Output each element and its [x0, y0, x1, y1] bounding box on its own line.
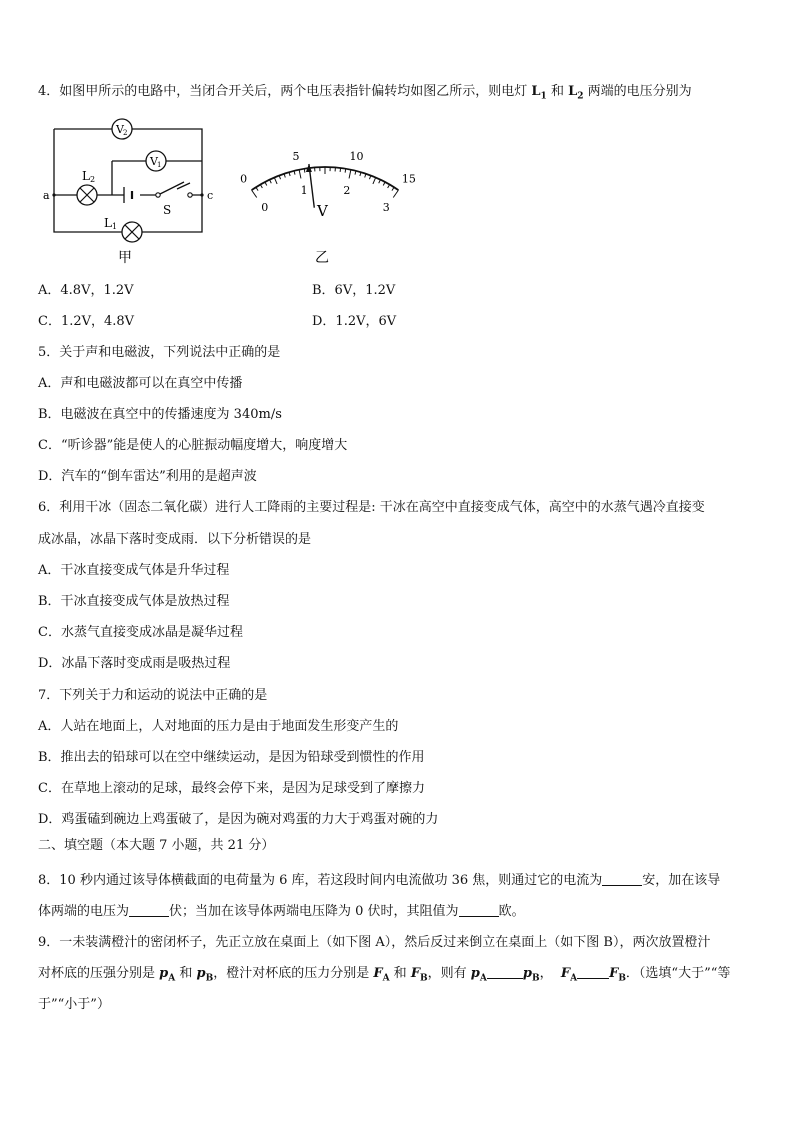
- q8-blank-resistance[interactable]: [459, 904, 499, 917]
- dial-unit: V: [317, 202, 328, 220]
- q4-option-b: B．6V，1.2V: [312, 283, 396, 298]
- dial-tick: [369, 176, 370, 180]
- svg-text:V: V: [116, 123, 124, 136]
- svg-text:S: S: [163, 203, 172, 217]
- q8-line1: 8．10 秒内通过该导体横截面的电荷量为 6 库，若这段时间内电流做功 36 焦，则通过它的电流为 安，加在该导: [38, 873, 721, 888]
- dial-tick: [345, 169, 346, 173]
- lamp-l1: [104, 216, 142, 242]
- q6-stem-line2: 成冰晶，冰晶下落时变成雨．以下分析错误的是: [38, 532, 312, 547]
- q7-option-c: C．在草地上滚动的足球，最终会停下来，是因为足球受到了摩擦力: [38, 781, 425, 796]
- dial-tick: [392, 187, 394, 190]
- dial-lower-tick-label: 1: [300, 184, 308, 198]
- svg-text:1: 1: [157, 161, 162, 169]
- dial-lower-tick-label: 0: [261, 201, 269, 215]
- dial-tick: [373, 177, 376, 183]
- q7-option-d: D．鸡蛋磕到碗边上鸡蛋破了，是因为碗对鸡蛋的力大于鸡蛋对碗的力: [38, 812, 439, 827]
- q8-blank-current[interactable]: [602, 873, 642, 886]
- voltmeter-v1: [146, 151, 166, 171]
- l1-symbol: $L_1$: [531, 84, 547, 102]
- q5-option-b: B．电磁波在真空中的传播速度为 340m/s: [38, 407, 282, 422]
- node-c: c: [207, 189, 214, 202]
- dial-upper-tick-label: 10: [349, 149, 364, 163]
- q5-option-c: C．“听诊器”能是使人的心脏振动幅度增大，响度增大: [38, 438, 348, 453]
- q5-stem: 5．关于声和电磁波，下列说法中正确的是: [38, 345, 281, 360]
- dial-tick: [289, 172, 290, 176]
- q9-blank-pressure[interactable]: [487, 966, 523, 979]
- dial-tick: [274, 177, 277, 183]
- q4-option-d: D．1.2V，6V: [312, 314, 397, 329]
- q9-line2: 对杯底的压强分别是 $p_A$ 和 $p_B$，橙汁对杯底的压力分别是 $F_A$ 和 $F_B$，则有 $p_A$ $p_B$， $F_A$ $F_B$．（选填“大于”“等: [38, 966, 731, 984]
- lamp-l2: [77, 169, 97, 205]
- node-a: a: [43, 189, 50, 202]
- dial-tick: [265, 182, 267, 186]
- dial-scale: [240, 150, 416, 220]
- dial-tick: [393, 190, 398, 197]
- q6-option-d: D．冰晶下落时变成雨是吸热过程: [38, 656, 231, 671]
- dial-lower-tick-label: 3: [382, 201, 390, 215]
- dial-tick: [252, 190, 257, 197]
- dial-lower-tick-label: 2: [343, 184, 351, 198]
- q4-option-a: A．4.8V，1.2V: [38, 283, 134, 298]
- dial-upper-tick-label: 15: [401, 172, 416, 186]
- q5-option-d: D．汽车的“倒车雷达”利用的是超声波: [38, 469, 257, 484]
- circuit-diagram-jia: [40, 115, 220, 270]
- switch-s: [156, 182, 192, 217]
- dial-tick: [270, 180, 272, 184]
- q9-line1: 9．一未装满橙汁的密闭杯子，先正立放在桌面上（如下图 A），然后反过来倒立在桌面上（如下图 B），两次放置橙汁: [38, 935, 711, 950]
- q4-stem: 4．如图甲所示的电路中，当闭合开关后，两个电压表指针偏转均如图乙所示，则电灯 $L_1$ 和 $L_2$ 两端的电压分别为: [38, 84, 692, 102]
- q4-option-c: C．1.2V，4.8V: [38, 314, 135, 329]
- dial-tick: [365, 174, 366, 178]
- caption-jia: 甲: [118, 250, 132, 266]
- voltmeter-dial-yi: [220, 125, 440, 270]
- q6-option-a: A．干冰直接变成气体是升华过程: [38, 563, 230, 578]
- svg-text:2: 2: [123, 129, 128, 137]
- dial-tick: [388, 185, 390, 188]
- l2-symbol: $L_2$: [568, 84, 584, 102]
- q8-line2: 体两端的电压为 伏；当加在该导体两端电压降为 0 伏时，其阻值为 欧。: [38, 904, 525, 919]
- q6-option-b: B．干冰直接变成气体是放热过程: [38, 594, 230, 609]
- svg-text:2: 2: [90, 175, 96, 184]
- svg-text:V: V: [150, 155, 158, 168]
- q7-option-b: B．推出去的铅球可以在空中继续运动，是因为铅球受到惯性的作用: [38, 750, 425, 765]
- caption-yi: 乙: [315, 250, 329, 266]
- section-heading: 二、填空题（本大题 7 小题，共 21 分）: [38, 838, 275, 853]
- svg-text:L: L: [104, 216, 112, 230]
- q8-blank-voltage[interactable]: [129, 904, 169, 917]
- dial-tick: [279, 176, 280, 180]
- dial-tick: [304, 169, 305, 173]
- dial-tick: [299, 170, 301, 179]
- dial-tick: [383, 182, 385, 186]
- q7-option-a: A．人站在地面上，人对地面的压力是由于地面发生形变产生的: [38, 719, 399, 734]
- q9-blank-force[interactable]: [577, 966, 609, 979]
- dial-tick: [379, 180, 381, 184]
- dial-tick: [360, 172, 361, 176]
- dial-tick: [349, 170, 351, 179]
- dial-upper-tick-label: 0: [240, 172, 248, 186]
- q6-stem-line1: 6．利用干冰（固态二氧化碳）进行人工降雨的主要过程是: 干冰在高空中直接变成气体，高空中的水蒸气遇冷直接变: [38, 500, 705, 515]
- voltmeter-v2: [112, 119, 132, 139]
- dial-tick: [260, 185, 262, 188]
- q5-option-a: A．声和电磁波都可以在真空中传播: [38, 376, 243, 391]
- q7-stem: 7．下列关于力和运动的说法中正确的是: [38, 688, 268, 703]
- q9-line3: 于”“小于”）: [38, 997, 110, 1012]
- dial-tick: [256, 187, 258, 190]
- q6-option-c: C．水蒸气直接变成冰晶是凝华过程: [38, 625, 243, 640]
- svg-text:L: L: [82, 169, 90, 183]
- svg-text:1: 1: [112, 222, 118, 231]
- dial-tick: [284, 174, 285, 178]
- dial-upper-tick-label: 5: [292, 149, 300, 163]
